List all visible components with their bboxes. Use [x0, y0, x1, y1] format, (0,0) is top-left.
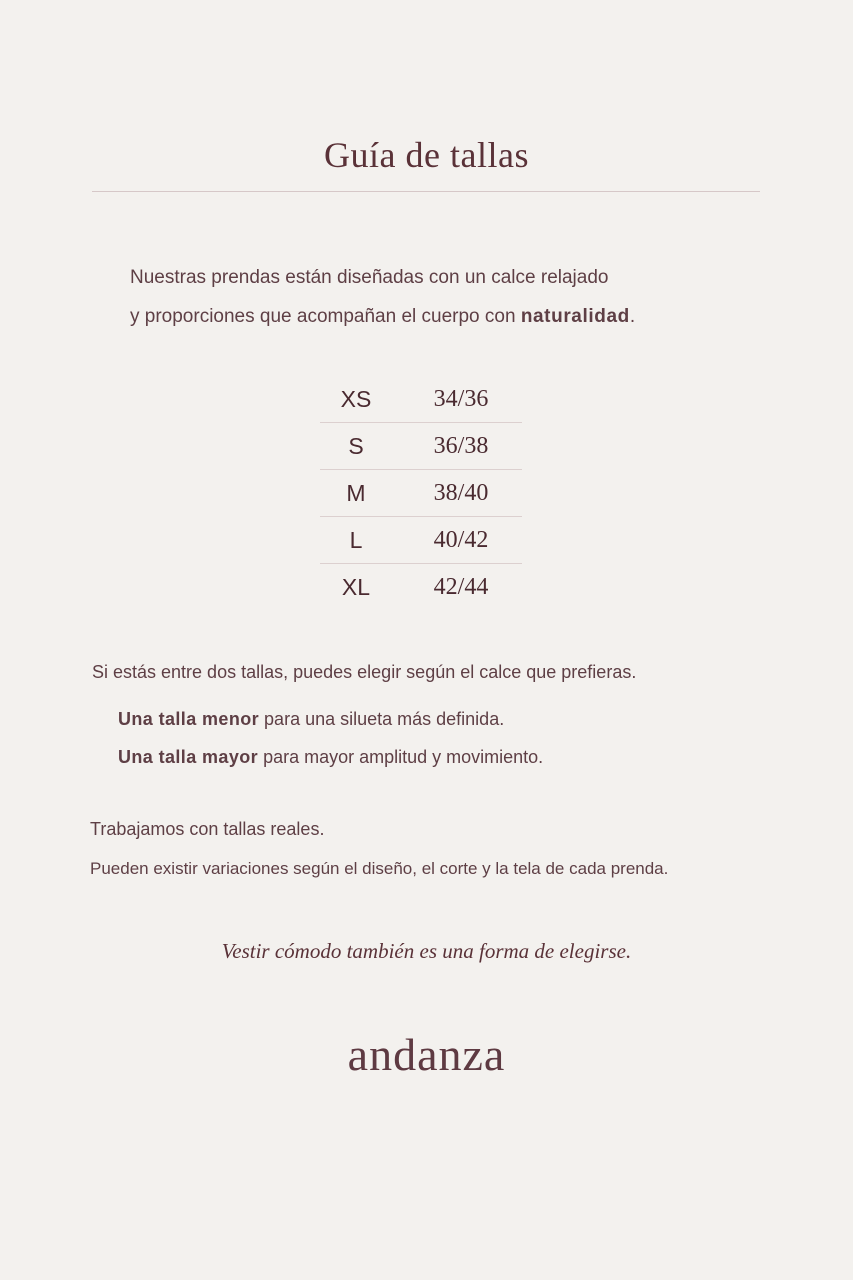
intro-emphasis: naturalidad — [520, 306, 630, 327]
title-divider — [92, 191, 760, 192]
advice-option-larger — [118, 747, 798, 768]
page-title: Guía de tallas — [324, 135, 529, 175]
advice-option-smaller-text: para una silueta más definida. — [259, 709, 505, 729]
size-row — [320, 517, 522, 564]
advice-option-smaller — [118, 709, 798, 730]
size-equivalence: 42/44 — [433, 573, 489, 600]
size-equivalence: 34/36 — [433, 385, 489, 412]
size-label: S — [348, 432, 364, 459]
advice-intro: Si estás entre dos tallas, puedes elegir según el calce que prefieras. — [92, 662, 637, 682]
advice-option-smaller-label: Una talla menor — [118, 709, 260, 729]
size-row — [320, 376, 522, 423]
intro-text — [130, 258, 770, 336]
intro-line-1: Nuestras prendas están diseñadas con un calce relajado — [130, 267, 609, 288]
size-row — [320, 470, 522, 517]
intro-line-2 — [130, 297, 770, 336]
size-label: M — [346, 479, 366, 506]
size-label: L — [349, 526, 363, 553]
closing-quote: Vestir cómodo también es una forma de elegirse. — [221, 939, 632, 963]
advice-option-larger-text: para mayor amplitud y movimiento. — [258, 747, 544, 767]
intro-line-2-prefix: y proporciones que acompañan el cuerpo con — [130, 306, 521, 327]
brand-logo: andanza — [347, 1029, 506, 1080]
intro-line-2-suffix: . — [629, 306, 636, 327]
size-equivalence: 36/38 — [433, 432, 489, 459]
size-label: XS — [340, 385, 372, 412]
advice-option-larger-label: Una talla mayor — [118, 747, 259, 767]
variation-note: Pueden existir variaciones según el diseño, el corte y la tela de cada prenda. — [90, 859, 669, 878]
size-row — [320, 564, 522, 610]
size-equivalence: 40/42 — [433, 526, 489, 553]
size-label: XL — [341, 573, 371, 600]
real-sizes-note: Trabajamos con tallas reales. — [90, 819, 325, 839]
size-equivalence: 38/40 — [433, 479, 489, 506]
size-row — [320, 423, 522, 470]
size-table — [320, 376, 522, 610]
